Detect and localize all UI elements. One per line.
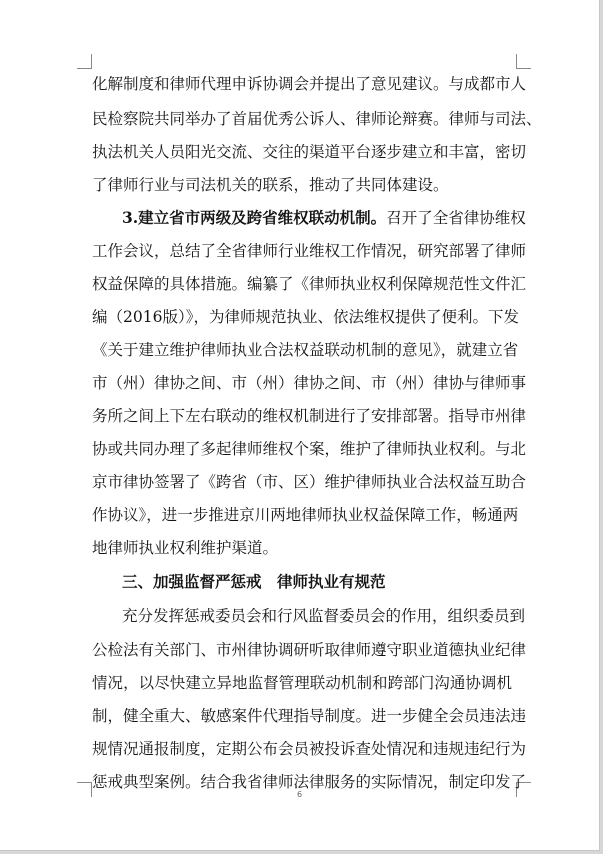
text-line: 作协议》，进一步推进京川两地律师执业权益保障工作，畅通两: [92, 506, 519, 524]
crop-mark-top-right: [516, 54, 531, 69]
text-line: 制，健全重大、敏感案件代理指导制度。进一步健全会员违法违: [92, 707, 527, 725]
text-line: 情况，以尽快建立异地监督管理联动机制和跨部门沟通协调机: [92, 674, 512, 692]
text-line: 民检察院共同举办了首届优秀公诉人、律师论辩赛。律师与司法、: [92, 110, 542, 128]
section-heading: 三、加强监督严惩戒 律师执业有规范: [122, 573, 386, 591]
paragraph-first-line: 充分发挥惩戒委员会和行风监督委员会的作用，组织委员到: [122, 607, 526, 625]
text-line: 地律师执业权利维护渠道。: [92, 539, 279, 557]
text-line: 工作会议，总结了全省律师行业维权工作情况，研究部署了律师: [92, 242, 527, 260]
text-line: 《关于建立维护律师执业合法权益联动机制的意见》，就建立省: [92, 341, 519, 359]
text-line: 编（2016版）》，为律师规范执业、依法维权提供了便利。下发: [92, 308, 519, 326]
item-3-line: [122, 208, 526, 228]
text-line: 了律师行业与司法机关的联系，推动了共同体建设。: [92, 176, 449, 194]
text-line: 执法机关人员阳光交流、交往的渠道平台逐步建立和丰富，密切: [92, 143, 527, 161]
text-line: 京市律协签署了《跨省（市、区）维护律师执业合法权益互助合: [92, 473, 527, 491]
text-line: 权益保障的具体措施。编纂了《律师执业权利保障规范性文件汇: [92, 275, 527, 293]
text-line: 务所之间上下左右联动的维权机制进行了安排部署。指导市州律: [92, 407, 527, 425]
text-line: 公检法有关部门、市州律协调研听取律师遵守职业道德执业纪律: [92, 641, 527, 659]
text-line: 化解制度和律师代理申诉协调会并提出了意见建议。与成都市人: [92, 75, 527, 93]
item-3-title: 3.建立省市两级及跨省维权联动机制。: [122, 208, 387, 227]
item-3-text: 召开了全省律协维权: [386, 209, 526, 227]
text-line: 协或共同办理了多起律师维权个案，维护了律师执业权利。与北: [92, 440, 527, 458]
page-number: 6: [296, 790, 303, 799]
crop-mark-top-left: [77, 54, 92, 69]
text-line: 市（州）律协之间、市（州）律协之间、市（州）律协与律师事: [92, 374, 527, 392]
text-line: 规情况通报制度，定期公布会员被投诉查处情况和违规违纪行为: [92, 740, 527, 758]
text-line: 惩戒典型案例。结合我省律师法律服务的实际情况，制定印发了: [92, 773, 527, 791]
